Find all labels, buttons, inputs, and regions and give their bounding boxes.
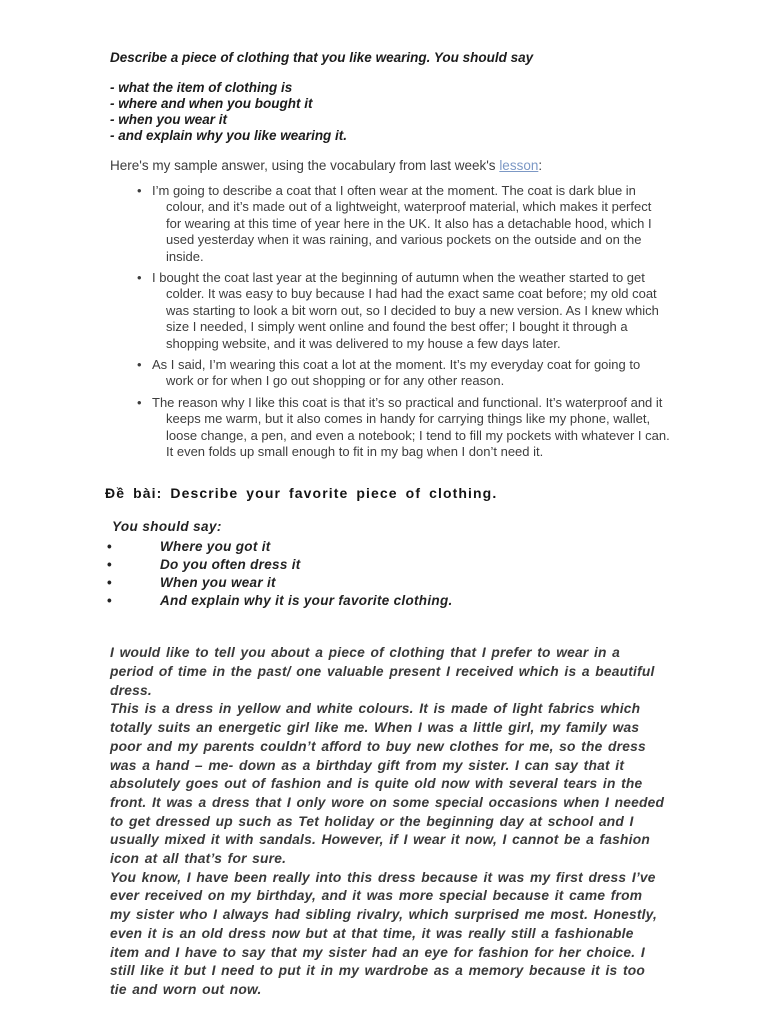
sample-intro-text: Here's my sample answer, using the vocabulary from last week's bbox=[110, 158, 500, 173]
assignment-heading: Đề bài: Describe your favorite piece of clothing. bbox=[105, 484, 498, 501]
assignment-subheading: You should say: bbox=[112, 518, 222, 534]
task-prompt-point: - what the item of clothing is bbox=[110, 80, 293, 95]
sample-answer-list bbox=[110, 183, 670, 461]
assignment-point: • Do you often dress it bbox=[110, 556, 668, 574]
assignment-points bbox=[110, 538, 668, 611]
sample-answer-item: • The reason why I like this coat is that it’s so practical and functional. It’s waterproof and it keeps me warm, but it also comes in handy for carrying things like my phone, wallet, loose change, a pen, and even a notebook; I tend to fill my pockets with whatever I can. It even folds up small enough to fit in my bag when I don’t need it. bbox=[110, 395, 670, 461]
task-prompt-title: Describe a piece of clothing that you like wearing. You should say bbox=[110, 50, 534, 65]
sample-answer-item: • As I said, I’m wearing this coat a lot at the moment. It’s my everyday coat for going to work or for when I go out shopping or for any other reason. bbox=[110, 357, 670, 390]
assignment-point: • Where you got it bbox=[110, 538, 668, 556]
lesson-link[interactable]: lesson bbox=[499, 158, 539, 173]
task-prompt-point: - and explain why you like wearing it. bbox=[110, 128, 348, 143]
essay-paragraph: This is a dress in yellow and white colours. It is made of light fabrics which totally suits an energetic girl like me. When I was a little girl, my family was poor and my parents couldn’t afford to buy new clothes for me, so the dress was a hand – me- down as a birthday gift from my sister. I can say that it absolutely goes out of fashion and is quite old now with several tears in the front. It was a dress that I only wore on some special occasions when I needed to get dressed up such as Tet holiday or the beginning day at school and I usually mixed it with sandals. However, if I wear it now, I cannot be a fashion icon at all that’s for sure. bbox=[110, 701, 665, 867]
sample-intro-colon: : bbox=[538, 158, 543, 173]
task-prompt-point: - when you wear it bbox=[110, 112, 228, 127]
task-prompt-point: - where and when you bought it bbox=[110, 96, 313, 111]
sample-answer-item: • I bought the coat last year at the beginning of autumn when the weather started to get colder. It was easy to buy because I had had the exact same coat before; my old coat was starting to look a bit worn out, so I decided to buy a new version. As I knew which size I needed, I simply went online and found the best offer; I bought it through a shopping website, and it was delivered to my house a few days later. bbox=[110, 270, 670, 352]
task-prompt-points bbox=[110, 80, 668, 144]
assignment-point: • And explain why it is your favorite clothing. bbox=[110, 592, 668, 610]
assignment-point: • When you wear it bbox=[110, 574, 668, 592]
essay-paragraph: You know, I have been really into this dress because it was my first dress I’ve ever received on my birthday, and it was more special because it came from my sister who I always had sibling rivalry, which surprised me most. Honestly, even it is an old dress now but at that time, it was really still a fashionable item and I have to say that my sister had an eye for fashion for her choice. I still like it but I need to put it in my wardrobe as a memory because it is too tie and worn out now. bbox=[110, 869, 658, 997]
sample-answer-item: • I’m going to describe a coat that I often wear at the moment. The coat is dark blue in colour, and it’s made out of a lightweight, waterproof material, which makes it perfect for wearing at this time of year here in the UK. It also has a detachable hood, which I used yesterday when it was raining, and various pockets on the outside and on the inside. bbox=[110, 183, 670, 265]
essay-body bbox=[110, 644, 666, 999]
essay-paragraph: I would like to tell you about a piece of clothing that I prefer to wear in a period of time in the past/ one valuable present I received which is a beautiful dress. bbox=[110, 645, 655, 698]
sample-intro-line bbox=[110, 158, 668, 174]
